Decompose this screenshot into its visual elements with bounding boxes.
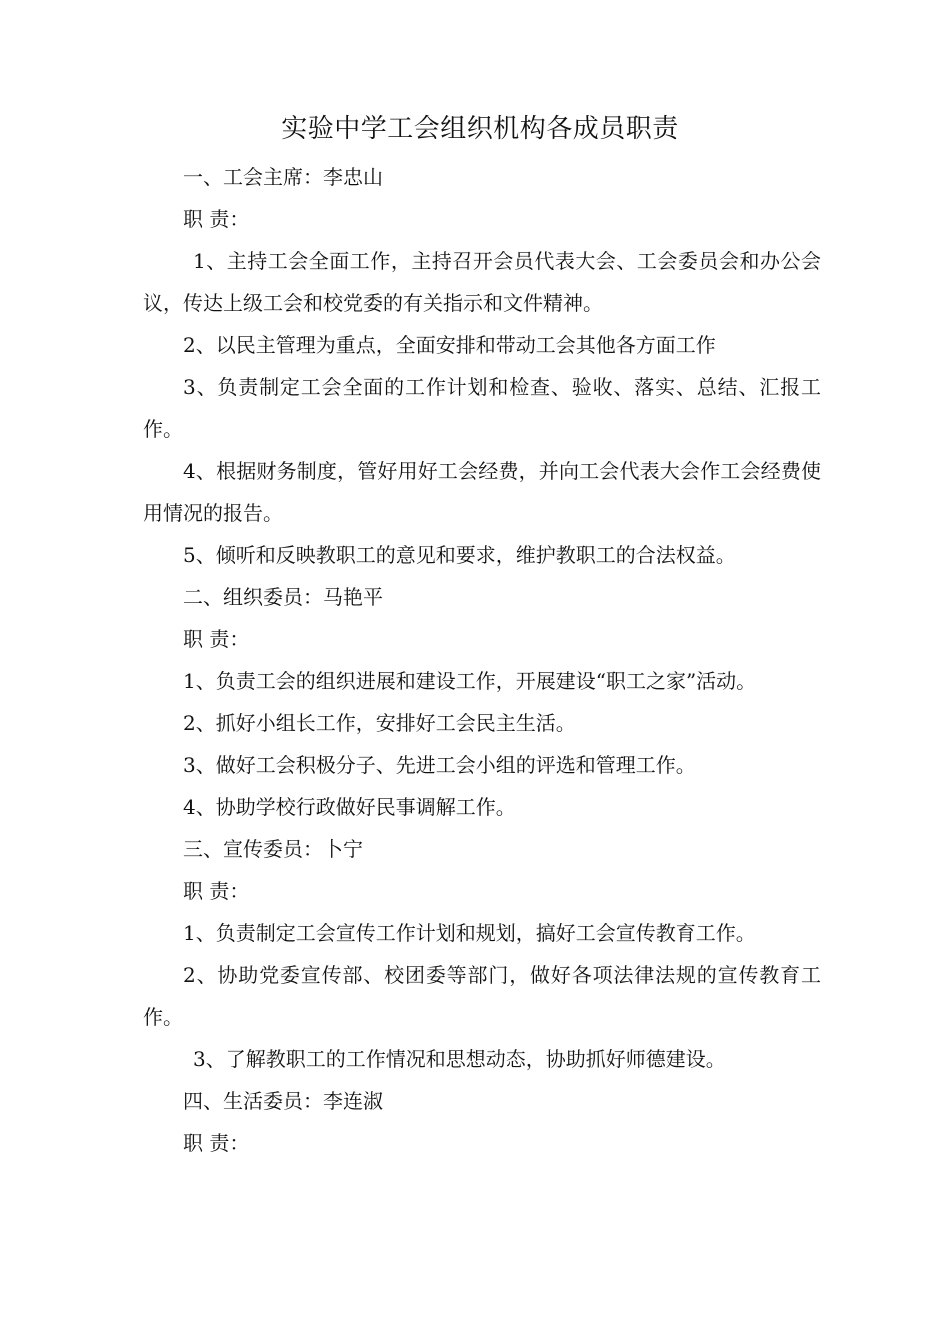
duty-item: 4、协助学校行政做好民事调解工作。 [183,795,516,819]
duties-label: 职 责： [183,879,250,903]
section-heading-welfare: 四、生活委员：李连淑 [183,1089,383,1113]
duties-label: 职 责： [183,207,250,231]
duty-item: 1、负责制定工会宣传工作计划和规划，搞好工会宣传教育工作。 [183,921,756,945]
duty-item: 2、协助党委宣传部、校团委等部门，做好各项法律法规的宣传教育工作。 [143,963,821,1029]
document-title: 实验中学工会组织机构各成员职责 [281,114,679,144]
duty-item: 4、根据财务制度，管好用好工会经费，并向工会代表大会作工会经费使用情况的报告。 [143,459,821,525]
duty-item: 3、负责制定工会全面的工作计划和检查、验收、落实、总结、汇报工作。 [143,375,821,441]
duty-item: 2、抓好小组长工作，安排好工会民主生活。 [183,711,576,735]
duty-item: 1、主持工会全面工作，主持召开会员代表大会、工会委员会和办公会议，传达上级工会和校党委的有关指示和文件精神。 [143,249,821,315]
section-heading-organization: 二、组织委员：马艳平 [183,585,383,609]
duty-item: 5、倾听和反映教职工的意见和要求，维护教职工的合法权益。 [183,543,736,567]
section-heading-publicity: 三、宣传委员：卜宁 [183,837,363,861]
duty-item: 3、了解教职工的工作情况和思想动态，协助抓好师德建设。 [193,1047,726,1071]
duty-item: 1、负责工会的组织进展和建设工作，开展建设“职工之家”活动。 [183,669,757,693]
document-body [143,156,821,1164]
duty-item: 2、以民主管理为重点，全面安排和带动工会其他各方面工作 [183,333,716,357]
section-heading-chairman: 一、工会主席：李忠山 [183,165,383,189]
duties-label: 职 责： [183,1131,250,1155]
duty-item: 3、做好工会积极分子、先进工会小组的评选和管理工作。 [183,753,696,777]
duties-label: 职 责： [183,627,250,651]
